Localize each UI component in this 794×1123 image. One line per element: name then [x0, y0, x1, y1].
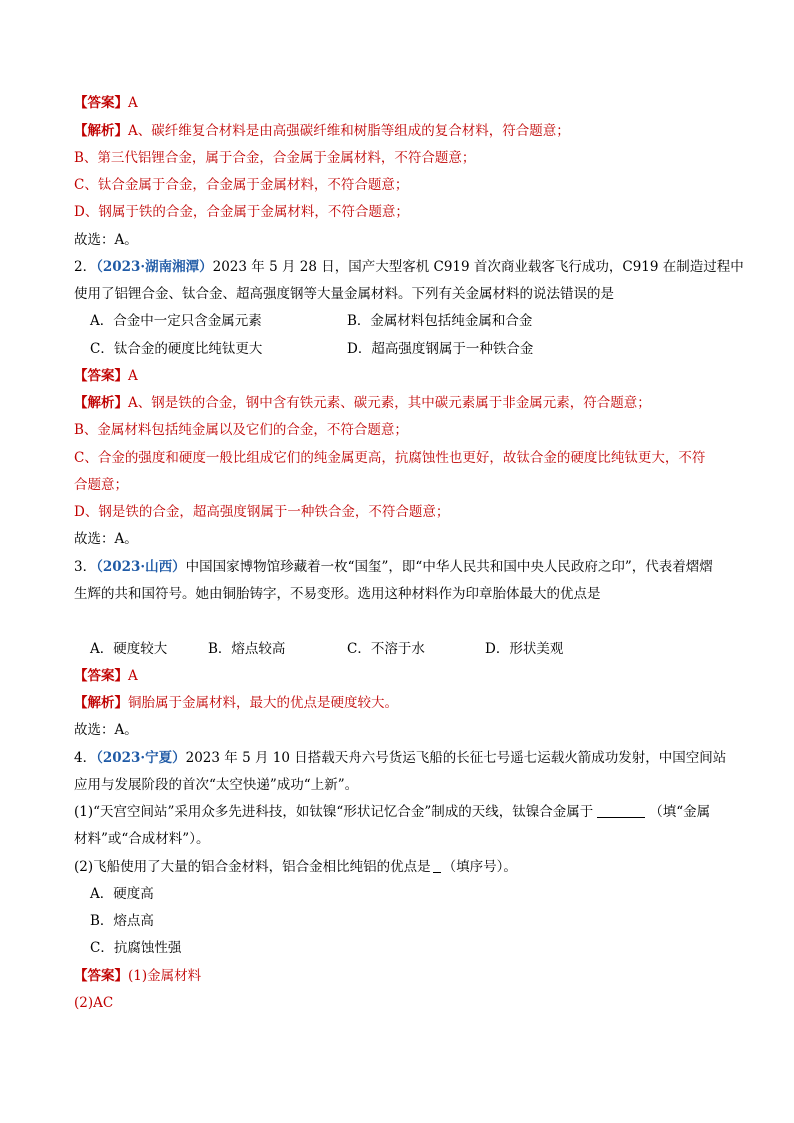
q1-analysis-line-4: D、钢属于铁的合金，合金属于金属材料，不符合题意；: [74, 204, 409, 220]
q2-answer-line: 【答案】A: [74, 368, 138, 384]
q4-answer-line: 【答案】(1)金属材料: [74, 968, 202, 984]
q4-option-a[interactable]: A．硬度高: [90, 886, 154, 902]
q3-option-c[interactable]: C．不溶于水: [347, 641, 425, 657]
q4-option-c[interactable]: C．抗腐蚀性强: [90, 940, 182, 956]
q3-choose-line: 故选：A。: [74, 722, 138, 738]
q2-stem-line-2: 使用了铝锂合金、钛合金、超高强度钢等大量金属材料。下列有关金属材料的说法错误的是: [74, 286, 614, 302]
q2-option-d[interactable]: D．超高强度钢属于一种铁合金: [347, 341, 534, 357]
q2-analysis-line-1: 【解析】A、钢是铁的合金，钢中含有铁元素、碳元素，其中碳元素属于非金属元素，符合题意；: [74, 395, 651, 411]
q2-option-c[interactable]: C．钛合金的硬度比纯钛更大: [90, 341, 263, 357]
q1-analysis-line-2: B、第三代铝锂合金，属于合金，合金属于金属材料，不符合题意；: [74, 150, 476, 166]
q4-answer-2: (2)AC: [74, 995, 114, 1011]
q2-analysis-line-4: 合题意；: [74, 477, 128, 493]
q3-option-a[interactable]: A．硬度较大: [90, 641, 168, 657]
q4-option-b[interactable]: B．熔点高: [90, 913, 154, 929]
q1-analysis-line-3: C、钛合金属于合金，合金属于金属材料，不符合题意；: [74, 177, 409, 193]
q4-sub1-line-2: 材料”或“合成材料”）。: [74, 831, 210, 847]
q2-analysis-line-2: B、金属材料包括纯金属以及它们的合金，不符合题意；: [74, 422, 408, 438]
q4-answer-1: (1)金属材料: [128, 968, 202, 984]
q3-answer: A: [128, 668, 138, 684]
choose-label: 故选：: [74, 232, 115, 248]
q3-source: （2023·山西）: [96, 559, 186, 575]
q3-option-d[interactable]: D．形状美观: [485, 641, 564, 657]
q4-sub2-blank[interactable]: [433, 858, 441, 873]
q1-analysis-line-1: 【解析】A、碳纤维复合材料是由高强碳纤维和树脂等组成的复合材料，符合题意；: [74, 123, 570, 139]
q2-option-b[interactable]: B．金属材料包括纯金属和合金: [347, 313, 533, 329]
analysis-label: 【解析】: [74, 123, 128, 139]
q3-number: 3．: [74, 559, 97, 575]
q3-analysis-line-1: 【解析】铜胎属于金属材料，最大的优点是硬度较大。: [74, 695, 398, 711]
q4-sub1-blank[interactable]: [597, 803, 645, 818]
q4-stem-line-1: 4．（2023·宁夏）2023 年 5 月 10 日搭载天舟六号货运飞船的长征七号遥七运载火箭成功发射，中国空间站: [74, 750, 727, 766]
q1-choose-line: 故选：A。: [74, 232, 138, 248]
q2-stem-line-1: 2．（2023·湖南湘潭）2023 年 5 月 28 日，国产大型客机 C919 首次商业载客飞行成功，C919 在制造过程中: [74, 259, 744, 275]
q4-sub2-line: (2)飞船使用了大量的铝合金材料，铝合金相比纯铝的优点是 （填序号）。: [74, 859, 517, 875]
q4-source: （2023·宁夏）: [96, 750, 186, 766]
q2-option-a[interactable]: A．合金中一定只含金属元素: [90, 313, 262, 329]
q2-answer: A: [128, 368, 138, 384]
q2-source: （2023·湖南湘潭）: [96, 259, 213, 275]
q2-analysis-line-5: D、钢是铁的合金，超高强度钢属于一种铁合金，不符合题意；: [74, 504, 450, 520]
q3-stem-line-2: 生辉的共和国符号。她由铜胎铸字，不易变形。选用这种材料作为印章胎体最大的优点是: [74, 586, 601, 602]
q2-analysis-line-3: C、合金的强度和硬度一般比组成它们的纯金属更高，抗腐蚀性也更好，故钛合金的硬度比纯钛更大，不符: [74, 450, 706, 466]
q3-stem-line-1: 3．（2023·山西）中国国家博物馆珍藏着一枚“国玺”，即“中华人民共和国中央人民政府之印”，代表着熠熠: [74, 559, 713, 575]
q3-answer-line: 【答案】A: [74, 668, 138, 684]
q1-answer: A: [128, 95, 138, 111]
q4-stem-line-2: 应用与发展阶段的首次“太空快递”成功“上新”。: [74, 777, 359, 793]
q4-sub1-line-1: (1)“天宫空间站”采用众多先进科技，如钛镍“形状记忆合金”制成的天线，钛镍合金属于 （填“金属: [74, 804, 711, 820]
answer-label: 【答案】: [74, 95, 128, 111]
q4-number: 4．: [74, 750, 97, 766]
q2-choose-line: 故选：A。: [74, 531, 138, 547]
q3-option-b[interactable]: B．熔点较高: [208, 641, 286, 657]
q2-number: 2．: [74, 259, 97, 275]
q1-answer-line: [74, 93, 724, 113]
